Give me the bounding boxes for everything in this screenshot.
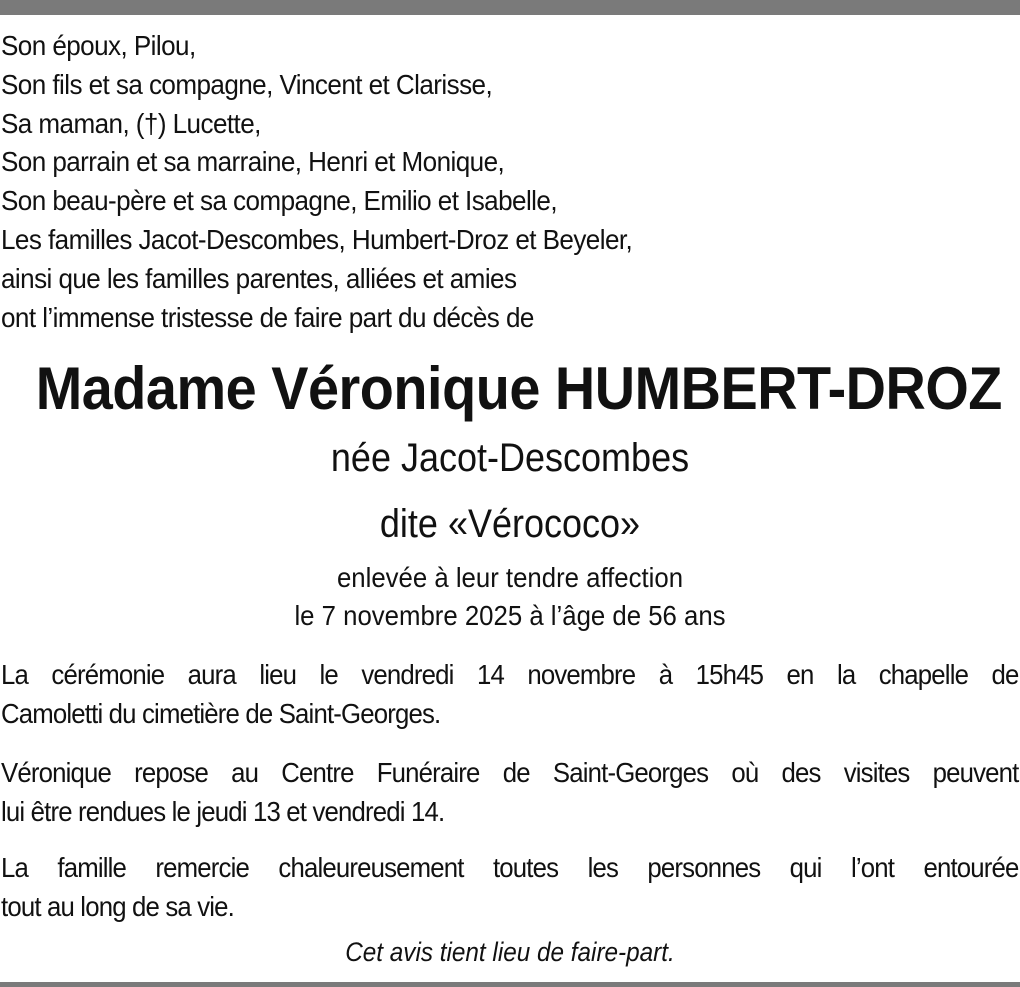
family-line-stepfather: Son beau-père et sa compagne, Emilio et Isabelle,: [1, 185, 558, 217]
thanks-paragraph: [1, 848, 1019, 926]
visitation-line-2: lui être rendues le jeudi 13 et vendredi 14.: [1, 796, 445, 827]
bottom-rule: [0, 982, 1020, 987]
maiden-name: née Jacot-Descombes: [330, 436, 690, 480]
family-line-families: Les familles Jacot-Descombes, Humbert-Droz et Beyeler,: [1, 223, 633, 255]
passing-date: le 7 novembre 2025 à l’âge de 56 ans: [294, 600, 726, 631]
thanks-line-2: tout au long de sa vie.: [1, 891, 235, 922]
ceremony-line-2: Camoletti du cimetière de Saint-Georges.: [1, 698, 441, 729]
deceased-name: Madame Véronique HUMBERT-DROZ: [35, 355, 1002, 422]
passing-line: enlevée à leur tendre affection: [336, 562, 684, 593]
thanks-line-1: La famille remercie chaleureusement toutes les personnes qui l’ont entourée: [1, 852, 1019, 883]
ceremony-line-1: La cérémonie aura lieu le vendredi 14 novembre à 15h45 en la chapelle de: [1, 659, 1019, 690]
top-rule: [0, 0, 1020, 15]
family-line-relatives: ainsi que les familles parentes, alliées et amies: [1, 262, 517, 294]
visitation-paragraph: [1, 753, 1019, 831]
visitation-line-1: Véronique repose au Centre Funéraire de Saint-Georges où des visites peuvent: [1, 757, 1019, 788]
family-line-mother: Sa maman, (†) Lucette,: [1, 107, 261, 139]
nickname: dite «Vérococo»: [379, 502, 641, 546]
family-line-son: Son fils et sa compagne, Vincent et Clarisse,: [1, 68, 493, 100]
family-line-godparents: Son parrain et sa marraine, Henri et Monique,: [1, 146, 505, 178]
family-line-announcement: ont l’immense tristesse de faire part du décès de: [1, 301, 534, 333]
closing-note: Cet avis tient lieu de faire-part.: [345, 937, 675, 967]
ceremony-paragraph: [1, 655, 1019, 733]
family-list: [1, 27, 1019, 337]
family-line-spouse: Son époux, Pilou,: [1, 30, 196, 61]
